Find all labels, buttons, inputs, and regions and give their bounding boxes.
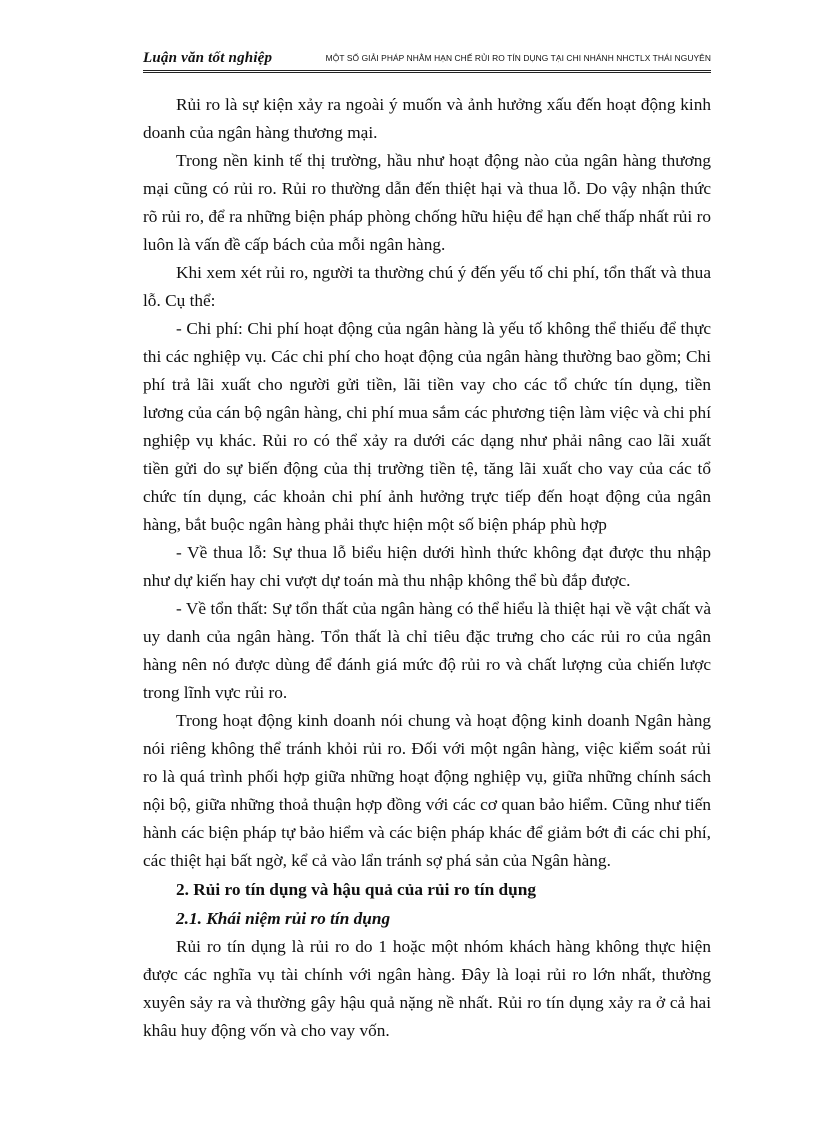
page-header (143, 46, 711, 70)
header-divider-secondary (143, 72, 711, 73)
paragraph-risk-definition: Rủi ro là sự kiện xảy ra ngoài ý muốn và ảnh hưởng xấu đến hoạt động kinh doanh của ngân hàng thương mại. (143, 95, 711, 142)
section-heading: 2. Rủi ro tín dụng và hậu quả của rủi ro tín dụng (176, 880, 536, 899)
paragraph-credit-risk-definition: Rủi ro tín dụng là rủi ro do 1 hoặc một nhóm khách hàng không thực hiện được các nghĩa vụ tài chính với ngân hàng. Đây là loại rủi ro lớn nhất, thường xuyên sảy ra và thường gây hậu quả nặng nề nhất. Rủi ro tín dụng xảy ra ở cả hai khâu huy động vốn và cho vay vốn. (143, 937, 711, 1040)
paragraph-market-economy: Trong nền kinh tế thị trường, hầu như hoạt động nào của ngân hàng thương mại cũng có rủi ro. Rủi ro thường dẫn đến thiệt hại và thua lỗ. Do vậy nhận thức rõ rủi ro, để ra những biện pháp phòng chống hữu hiệu để hạn chế thấp nhất rủi ro luôn là vấn đề cấp bách của mỗi ngân hàng. (143, 151, 711, 254)
paragraph-damages: - Về tổn thất: Sự tổn thất của ngân hàng có thể hiểu là thiệt hại về vật chất và uy danh của ngân hàng. Tổn thất là chỉ tiêu đặc trưng cho các rủi ro của ngân hàng nên nó được dùng để đánh giá mức độ rủi ro và chất lượng của chiến lược trong lĩnh vực rủi ro. (143, 599, 711, 702)
subsection-heading: 2.1. Khái niệm rủi ro tín dụng (176, 909, 391, 928)
paragraph-risk-control: Trong hoạt động kinh doanh nói chung và hoạt động kinh doanh Ngân hàng nói riêng không thể tránh khỏi rủi ro. Đối với một ngân hàng, việc kiểm soát rủi ro là quá trình phối hợp giữa những hoạt động nghiệp vụ, giữa những chính sách nội bộ, giữa những thoả thuận hợp đồng với các cơ quan bảo hiểm. Cũng như tiến hành các biện pháp tự bảo hiểm và các biện pháp khác để giảm bớt đi các chi phí, các thiệt hại bất ngờ, kể cả vào lẩn tránh sợ phá sản của Ngân hàng. (143, 711, 711, 870)
paragraph-losses: - Về thua lỗ: Sự thua lỗ biểu hiện dưới hình thức không đạt được thu nhập như dự kiến hay chi vượt dự toán mà thu nhập không thể bù đắp được. (143, 543, 711, 590)
header-thesis-title: MỘT SỐ GIẢI PHÁP NHẰM HẠN CHẾ RỦI RO TÍN DỤNG TẠI CHI NHÁNH NHCTLX THÁI NGUYÊN (325, 53, 711, 63)
paragraph-risk-factors: Khi xem xét rủi ro, người ta thường chú ý đến yếu tố chi phí, tổn thất và thua lỗ. Cụ thể: (143, 263, 711, 310)
header-divider (143, 70, 711, 71)
paragraph-costs: - Chi phí: Chi phí hoạt động của ngân hàng là yếu tố không thể thiếu để thực thi các nghiệp vụ. Các chi phí cho hoạt động của ngân hàng thường bao gồm; Chi phí trả lãi xuất cho người gửi tiền, lãi tiền vay cho các tổ chức tín dụng, tiền lương của cán bộ ngân hàng, chi phí mua sắm các phương tiện làm việc và chi phí nghiệp vụ khác. Rủi ro có thể xảy ra dưới các dạng như phải nâng cao lãi xuất tiền gửi do sự biến động của thị trường tiền tệ, tăng lãi xuất cho vay của các tổ chức tín dụng, các khoản chi phí ảnh hưởng trực tiếp đến hoạt động của ngân hàng, bắt buộc ngân hàng phải thực hiện một số biện pháp phù hợp (143, 319, 711, 534)
header-title: Luận văn tốt nghiệp (143, 50, 273, 66)
document-body (143, 91, 711, 1045)
